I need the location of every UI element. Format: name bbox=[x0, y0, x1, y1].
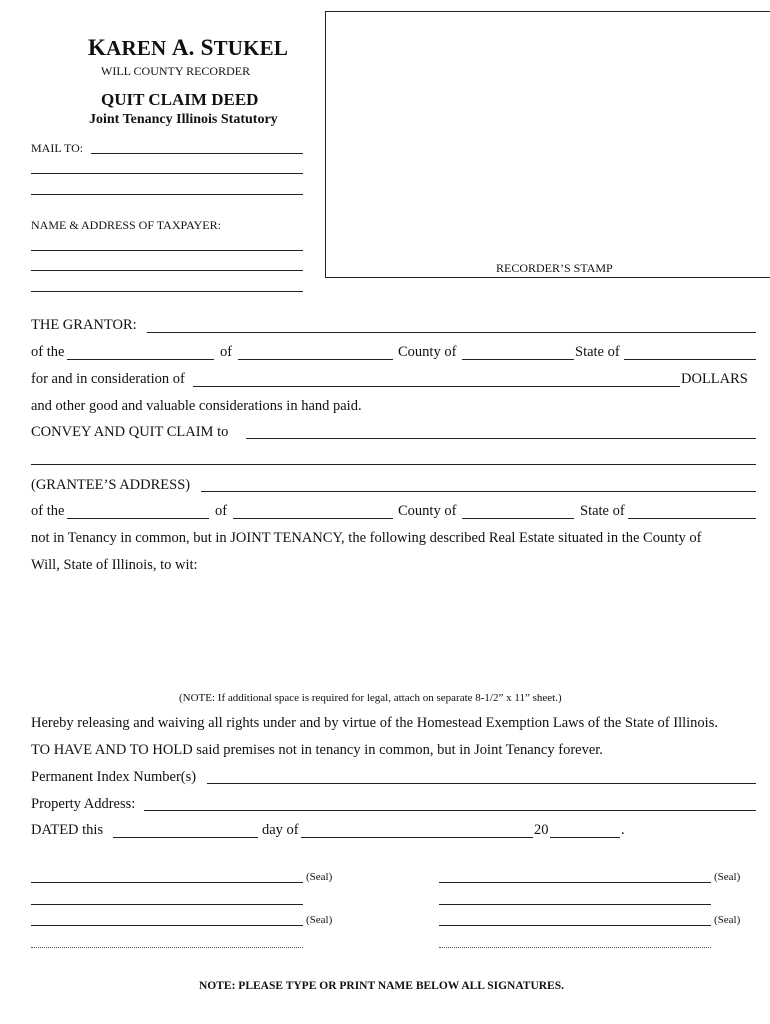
dated-month-field[interactable] bbox=[301, 837, 533, 838]
property-address-label: Property Address: bbox=[31, 796, 136, 812]
grantor-state-field[interactable] bbox=[624, 359, 756, 360]
of-the-label: of the bbox=[31, 344, 65, 360]
grantor-field[interactable] bbox=[147, 332, 756, 333]
grantee-of-the-field[interactable] bbox=[67, 518, 209, 519]
grantee-county-field[interactable] bbox=[462, 518, 574, 519]
dated-day-field[interactable] bbox=[113, 837, 258, 838]
recorder-title: WILL COUNTY RECORDER bbox=[101, 64, 251, 78]
state-of-label: State of bbox=[575, 344, 620, 360]
signature-line-right-1[interactable] bbox=[439, 882, 711, 883]
legal-note: (NOTE: If additional space is required for legal, attach on separate 8-1/2” x 11” sheet.) bbox=[179, 692, 562, 704]
year-prefix: 20 bbox=[534, 822, 549, 838]
property-address-field[interactable] bbox=[144, 810, 756, 811]
document-subtitle: Joint Tenancy Illinois Statutory bbox=[89, 112, 278, 127]
recorder-name-aren: AREN bbox=[106, 36, 172, 60]
taxpayer-line-1[interactable] bbox=[31, 250, 303, 251]
homestead-text: Hereby releasing and waiving all rights under and by virtue of the Homestead Exemption Laws of the State of Illinois. bbox=[31, 715, 718, 731]
document-title: QUIT CLAIM DEED bbox=[101, 90, 259, 109]
recorder-name-k: K bbox=[88, 35, 107, 60]
recorders-stamp-box bbox=[325, 11, 770, 278]
grantee-of-the-label: of the bbox=[31, 503, 65, 519]
dollars-label: DOLLARS bbox=[681, 371, 748, 387]
seal-label-left-1: (Seal) bbox=[306, 871, 333, 883]
grantee-state-of-label: State of bbox=[580, 503, 625, 519]
other-consideration-text: and other good and valuable considerations in hand paid. bbox=[31, 398, 362, 414]
grantee-state-field[interactable] bbox=[628, 518, 756, 519]
mail-to-label: MAIL TO: bbox=[31, 141, 84, 155]
convey-label: CONVEY AND QUIT CLAIM to bbox=[31, 424, 229, 440]
county-of-label: County of bbox=[398, 344, 457, 360]
grantor-label: THE GRANTOR: bbox=[31, 317, 137, 333]
grantee-field[interactable] bbox=[246, 438, 756, 439]
consideration-label: for and in consideration of bbox=[31, 371, 185, 387]
seal-label-right-2: (Seal) bbox=[714, 914, 741, 926]
mail-to-line-2[interactable] bbox=[31, 173, 303, 174]
print-name-line-right-2[interactable] bbox=[439, 947, 711, 948]
signature-line-left-1[interactable] bbox=[31, 882, 303, 883]
recorder-name bbox=[88, 35, 288, 61]
dated-period: . bbox=[621, 822, 625, 838]
pin-field[interactable] bbox=[207, 783, 756, 784]
mail-to-line-3[interactable] bbox=[31, 194, 303, 195]
signature-line-right-2[interactable] bbox=[439, 925, 711, 926]
grantee-of-field[interactable] bbox=[233, 518, 393, 519]
recorders-stamp-label: RECORDER’S STAMP bbox=[496, 261, 613, 275]
tenancy-text-line-2: Will, State of Illinois, to wit: bbox=[31, 557, 198, 573]
dated-label: DATED this bbox=[31, 822, 104, 838]
recorder-name-tukel: TUKEL bbox=[213, 36, 289, 60]
dated-year-field[interactable] bbox=[550, 837, 620, 838]
print-name-line-left-2[interactable] bbox=[31, 947, 303, 948]
seal-label-right-1: (Seal) bbox=[714, 871, 741, 883]
grantee-field-2[interactable] bbox=[31, 464, 756, 465]
legal-description-area[interactable] bbox=[31, 580, 756, 685]
mail-to-line-1[interactable] bbox=[91, 153, 303, 154]
grantor-county-field[interactable] bbox=[462, 359, 574, 360]
signature-line-left-2[interactable] bbox=[31, 925, 303, 926]
tenancy-text-line-1: not in Tenancy in common, but in JOINT TENANCY, the following described Real Estate situated in the County of bbox=[31, 530, 702, 546]
to-have-text: TO HAVE AND TO HOLD said premises not in tenancy in common, but in Joint Tenancy forever. bbox=[31, 742, 603, 758]
print-name-line-right-1[interactable] bbox=[439, 904, 711, 905]
of-label: of bbox=[220, 344, 233, 360]
grantor-of-the-field[interactable] bbox=[67, 359, 214, 360]
grantee-of-label: of bbox=[215, 503, 228, 519]
seal-label-left-2: (Seal) bbox=[306, 914, 333, 926]
taxpayer-line-2[interactable] bbox=[31, 270, 303, 271]
grantee-address-label: (GRANTEE’S ADDRESS) bbox=[31, 477, 191, 493]
consideration-amount-field[interactable] bbox=[193, 386, 680, 387]
grantor-of-field[interactable] bbox=[238, 359, 393, 360]
pin-label: Permanent Index Number(s) bbox=[31, 769, 197, 785]
day-of-label: day of bbox=[262, 822, 299, 838]
grantee-address-field[interactable] bbox=[201, 491, 756, 492]
taxpayer-label: NAME & ADDRESS OF TAXPAYER: bbox=[31, 218, 221, 232]
footer-note: NOTE: PLEASE TYPE OR PRINT NAME BELOW ALL SIGNATURES. bbox=[199, 980, 564, 992]
recorder-name-as: A. S bbox=[171, 35, 214, 60]
taxpayer-line-3[interactable] bbox=[31, 291, 303, 292]
grantee-county-of-label: County of bbox=[398, 503, 457, 519]
print-name-line-left-1[interactable] bbox=[31, 904, 303, 905]
